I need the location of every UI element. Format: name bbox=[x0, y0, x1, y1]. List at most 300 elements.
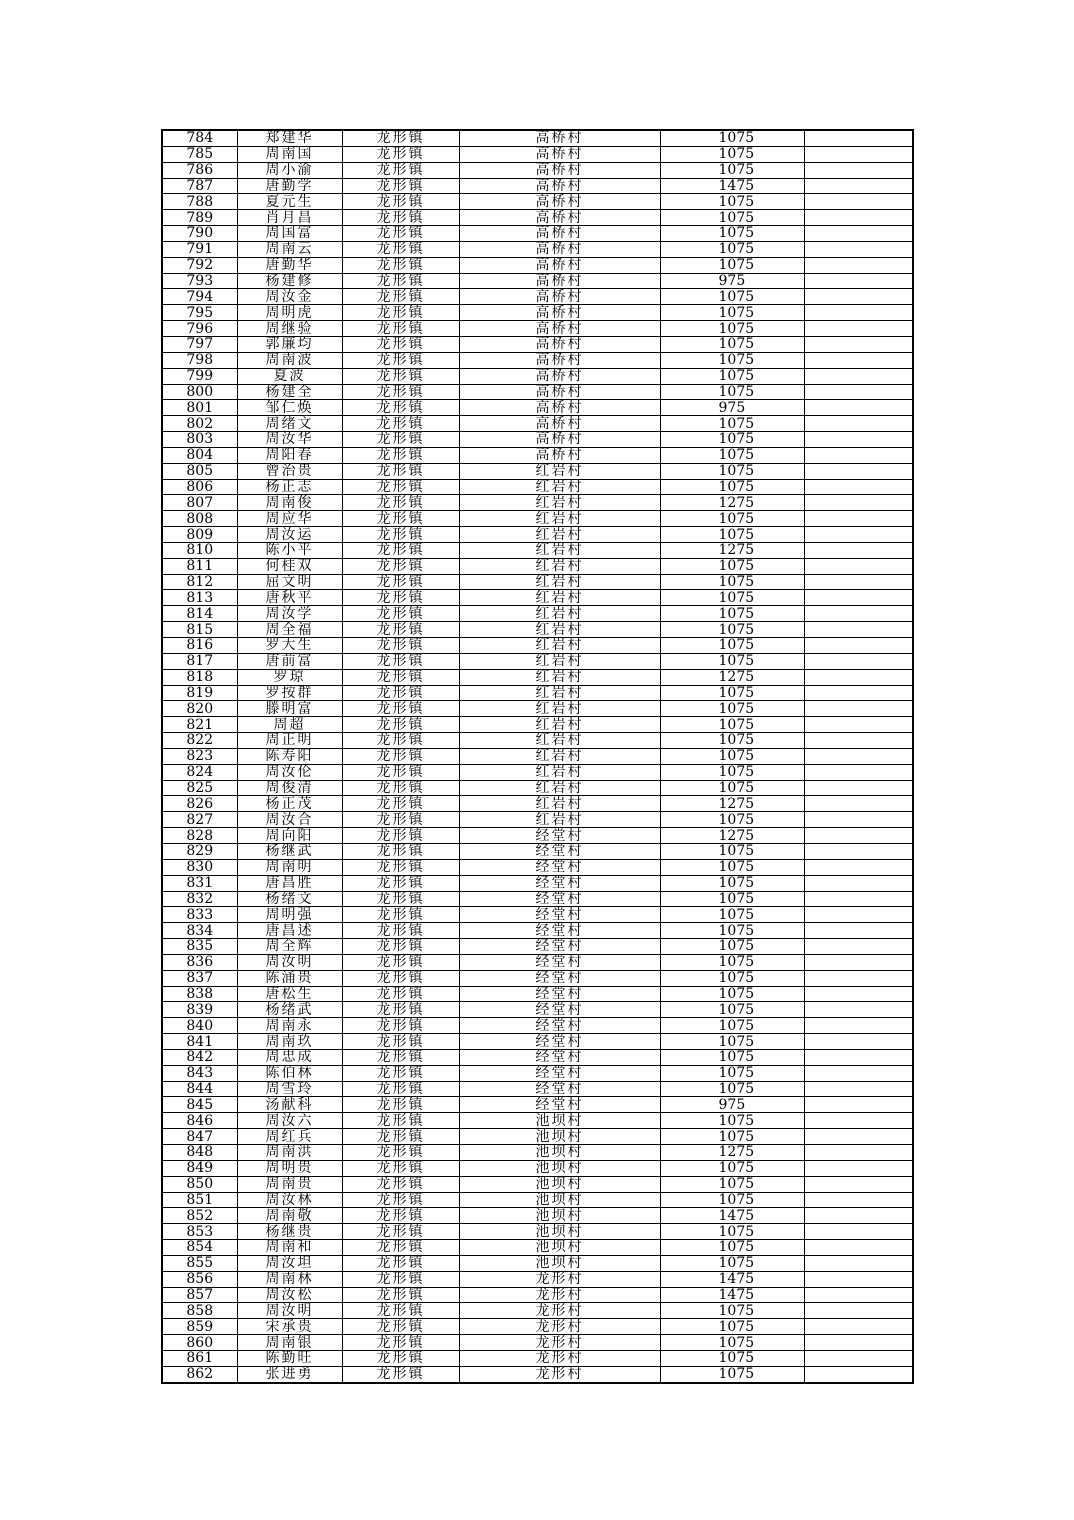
town-cell: 龙形镇 bbox=[342, 241, 459, 257]
note-cell bbox=[804, 321, 913, 337]
table-row bbox=[162, 796, 913, 812]
town-cell: 龙形镇 bbox=[342, 1255, 459, 1271]
amount-cell: 1075 bbox=[660, 907, 804, 923]
row-number-cell: 799 bbox=[162, 368, 237, 384]
row-number-cell: 817 bbox=[162, 653, 237, 669]
village-cell: 经堂村 bbox=[459, 923, 660, 939]
amount-cell: 1275 bbox=[660, 542, 804, 558]
note-cell bbox=[804, 606, 913, 622]
note-cell bbox=[804, 828, 913, 844]
village-cell: 池坝村 bbox=[459, 1208, 660, 1224]
village-cell: 高桥村 bbox=[459, 273, 660, 289]
row-number-cell: 853 bbox=[162, 1224, 237, 1240]
note-cell bbox=[804, 162, 913, 178]
village-cell: 池坝村 bbox=[459, 1129, 660, 1145]
table-row bbox=[162, 558, 913, 574]
person-name-cell: 杨建全 bbox=[237, 384, 342, 400]
person-name-cell: 唐昌述 bbox=[237, 923, 342, 939]
note-cell bbox=[804, 669, 913, 685]
table-row bbox=[162, 1049, 913, 1065]
note-cell bbox=[804, 273, 913, 289]
village-cell: 红岩村 bbox=[459, 574, 660, 590]
town-cell: 龙形镇 bbox=[342, 701, 459, 717]
town-cell: 龙形镇 bbox=[342, 733, 459, 749]
note-cell bbox=[804, 257, 913, 273]
row-number-cell: 835 bbox=[162, 939, 237, 955]
village-cell: 红岩村 bbox=[459, 733, 660, 749]
row-number-cell: 843 bbox=[162, 1065, 237, 1081]
row-number-cell: 844 bbox=[162, 1081, 237, 1097]
row-number-cell: 786 bbox=[162, 162, 237, 178]
note-cell bbox=[804, 843, 913, 859]
amount-cell: 1075 bbox=[660, 1224, 804, 1240]
row-number-cell: 828 bbox=[162, 828, 237, 844]
row-number-cell: 790 bbox=[162, 226, 237, 242]
row-number-cell: 811 bbox=[162, 558, 237, 574]
person-name-cell: 宋承贵 bbox=[237, 1319, 342, 1335]
town-cell: 龙形镇 bbox=[342, 162, 459, 178]
note-cell bbox=[804, 495, 913, 511]
village-cell: 高桥村 bbox=[459, 400, 660, 416]
village-cell: 池坝村 bbox=[459, 1113, 660, 1129]
village-cell: 龙形村 bbox=[459, 1319, 660, 1335]
village-cell: 经堂村 bbox=[459, 954, 660, 970]
row-number-cell: 824 bbox=[162, 764, 237, 780]
table-row bbox=[162, 257, 913, 273]
row-number-cell: 837 bbox=[162, 970, 237, 986]
row-number-cell: 816 bbox=[162, 638, 237, 654]
note-cell bbox=[804, 305, 913, 321]
row-number-cell: 830 bbox=[162, 859, 237, 875]
village-cell: 龙形村 bbox=[459, 1366, 660, 1382]
person-name-cell: 周南林 bbox=[237, 1271, 342, 1287]
amount-cell: 1075 bbox=[660, 527, 804, 543]
person-name-cell: 周南玖 bbox=[237, 1034, 342, 1050]
note-cell bbox=[804, 1240, 913, 1256]
row-number-cell: 804 bbox=[162, 447, 237, 463]
note-cell bbox=[804, 1350, 913, 1366]
amount-cell: 1075 bbox=[660, 1176, 804, 1192]
note-cell bbox=[804, 1160, 913, 1176]
amount-cell: 1075 bbox=[660, 336, 804, 352]
row-number-cell: 849 bbox=[162, 1160, 237, 1176]
table-row bbox=[162, 733, 913, 749]
town-cell: 龙形镇 bbox=[342, 1271, 459, 1287]
person-name-cell: 周绪文 bbox=[237, 416, 342, 432]
note-cell bbox=[804, 479, 913, 495]
village-cell: 龙形村 bbox=[459, 1335, 660, 1351]
town-cell: 龙形镇 bbox=[342, 1145, 459, 1161]
note-cell bbox=[804, 891, 913, 907]
town-cell: 龙形镇 bbox=[342, 178, 459, 194]
note-cell bbox=[804, 685, 913, 701]
row-number-cell: 857 bbox=[162, 1287, 237, 1303]
table-row bbox=[162, 875, 913, 891]
amount-cell: 1075 bbox=[660, 780, 804, 796]
note-cell bbox=[804, 1018, 913, 1034]
note-cell bbox=[804, 400, 913, 416]
amount-cell: 1075 bbox=[660, 1303, 804, 1319]
amount-cell: 1075 bbox=[660, 717, 804, 733]
table-row bbox=[162, 1350, 913, 1366]
table-row bbox=[162, 748, 913, 764]
amount-cell: 1075 bbox=[660, 352, 804, 368]
amount-cell: 1075 bbox=[660, 812, 804, 828]
note-cell bbox=[804, 1002, 913, 1018]
town-cell: 龙形镇 bbox=[342, 875, 459, 891]
person-name-cell: 滕明富 bbox=[237, 701, 342, 717]
amount-cell: 1075 bbox=[660, 954, 804, 970]
person-name-cell: 周全辉 bbox=[237, 939, 342, 955]
town-cell: 龙形镇 bbox=[342, 1049, 459, 1065]
table-row bbox=[162, 1034, 913, 1050]
town-cell: 龙形镇 bbox=[342, 273, 459, 289]
amount-cell: 1075 bbox=[660, 685, 804, 701]
table-row bbox=[162, 653, 913, 669]
row-number-cell: 815 bbox=[162, 622, 237, 638]
town-cell: 龙形镇 bbox=[342, 1240, 459, 1256]
table-row bbox=[162, 336, 913, 352]
village-cell: 红岩村 bbox=[459, 780, 660, 796]
row-number-cell: 859 bbox=[162, 1319, 237, 1335]
person-name-cell: 周正明 bbox=[237, 733, 342, 749]
row-number-cell: 784 bbox=[162, 130, 237, 146]
table-row bbox=[162, 1335, 913, 1351]
note-cell bbox=[804, 1303, 913, 1319]
row-number-cell: 809 bbox=[162, 527, 237, 543]
note-cell bbox=[804, 574, 913, 590]
town-cell: 龙形镇 bbox=[342, 384, 459, 400]
village-cell: 高桥村 bbox=[459, 336, 660, 352]
town-cell: 龙形镇 bbox=[342, 891, 459, 907]
table-row bbox=[162, 859, 913, 875]
amount-cell: 1075 bbox=[660, 1255, 804, 1271]
village-cell: 红岩村 bbox=[459, 590, 660, 606]
village-cell: 池坝村 bbox=[459, 1145, 660, 1161]
town-cell: 龙形镇 bbox=[342, 622, 459, 638]
table-row bbox=[162, 1224, 913, 1240]
row-number-cell: 850 bbox=[162, 1176, 237, 1192]
table-row bbox=[162, 638, 913, 654]
village-cell: 经堂村 bbox=[459, 986, 660, 1002]
table-row bbox=[162, 273, 913, 289]
village-cell: 经堂村 bbox=[459, 1097, 660, 1113]
village-cell: 池坝村 bbox=[459, 1160, 660, 1176]
village-cell: 经堂村 bbox=[459, 875, 660, 891]
town-cell: 龙形镇 bbox=[342, 764, 459, 780]
person-name-cell: 陈勤旺 bbox=[237, 1350, 342, 1366]
amount-cell: 1075 bbox=[660, 257, 804, 273]
row-number-cell: 862 bbox=[162, 1366, 237, 1382]
note-cell bbox=[804, 463, 913, 479]
table-row bbox=[162, 843, 913, 859]
note-cell bbox=[804, 527, 913, 543]
row-number-cell: 820 bbox=[162, 701, 237, 717]
note-cell bbox=[804, 1271, 913, 1287]
row-number-cell: 832 bbox=[162, 891, 237, 907]
row-number-cell: 856 bbox=[162, 1271, 237, 1287]
town-cell: 龙形镇 bbox=[342, 1129, 459, 1145]
village-cell: 红岩村 bbox=[459, 542, 660, 558]
town-cell: 龙形镇 bbox=[342, 1366, 459, 1382]
amount-cell: 1275 bbox=[660, 1145, 804, 1161]
note-cell bbox=[804, 1287, 913, 1303]
note-cell bbox=[804, 939, 913, 955]
village-cell: 经堂村 bbox=[459, 1002, 660, 1018]
town-cell: 龙形镇 bbox=[342, 780, 459, 796]
table-row bbox=[162, 463, 913, 479]
note-cell bbox=[804, 653, 913, 669]
amount-cell: 1075 bbox=[660, 1049, 804, 1065]
note-cell bbox=[804, 447, 913, 463]
town-cell: 龙形镇 bbox=[342, 416, 459, 432]
village-cell: 高桥村 bbox=[459, 210, 660, 226]
person-name-cell: 周南波 bbox=[237, 352, 342, 368]
village-cell: 高桥村 bbox=[459, 178, 660, 194]
row-number-cell: 840 bbox=[162, 1018, 237, 1034]
amount-cell: 1075 bbox=[660, 194, 804, 210]
town-cell: 龙形镇 bbox=[342, 1160, 459, 1176]
person-name-cell: 周继验 bbox=[237, 321, 342, 337]
town-cell: 龙形镇 bbox=[342, 305, 459, 321]
note-cell bbox=[804, 146, 913, 162]
row-number-cell: 852 bbox=[162, 1208, 237, 1224]
person-name-cell: 杨继贵 bbox=[237, 1224, 342, 1240]
table-row bbox=[162, 701, 913, 717]
person-name-cell: 郑建华 bbox=[237, 130, 342, 146]
table-row bbox=[162, 178, 913, 194]
table-row bbox=[162, 447, 913, 463]
note-cell bbox=[804, 590, 913, 606]
village-cell: 池坝村 bbox=[459, 1255, 660, 1271]
village-cell: 高桥村 bbox=[459, 241, 660, 257]
town-cell: 龙形镇 bbox=[342, 1192, 459, 1208]
note-cell bbox=[804, 210, 913, 226]
amount-cell: 1075 bbox=[660, 368, 804, 384]
amount-cell: 1275 bbox=[660, 495, 804, 511]
village-cell: 经堂村 bbox=[459, 828, 660, 844]
amount-cell: 975 bbox=[660, 273, 804, 289]
person-name-cell: 周汝合 bbox=[237, 812, 342, 828]
table-row bbox=[162, 939, 913, 955]
table-row bbox=[162, 764, 913, 780]
table-row bbox=[162, 432, 913, 448]
village-cell: 高桥村 bbox=[459, 162, 660, 178]
village-cell: 龙形村 bbox=[459, 1350, 660, 1366]
person-name-cell: 周汝六 bbox=[237, 1113, 342, 1129]
row-number-cell: 848 bbox=[162, 1145, 237, 1161]
village-cell: 红岩村 bbox=[459, 685, 660, 701]
person-name-cell: 周南敬 bbox=[237, 1208, 342, 1224]
person-name-cell: 周南永 bbox=[237, 1018, 342, 1034]
amount-cell: 1075 bbox=[660, 1002, 804, 1018]
amount-cell: 1075 bbox=[660, 923, 804, 939]
person-name-cell: 肖月昌 bbox=[237, 210, 342, 226]
row-number-cell: 793 bbox=[162, 273, 237, 289]
person-name-cell: 周雪玲 bbox=[237, 1081, 342, 1097]
row-number-cell: 829 bbox=[162, 843, 237, 859]
amount-cell: 1075 bbox=[660, 733, 804, 749]
town-cell: 龙形镇 bbox=[342, 1018, 459, 1034]
amount-cell: 1075 bbox=[660, 289, 804, 305]
town-cell: 龙形镇 bbox=[342, 685, 459, 701]
town-cell: 龙形镇 bbox=[342, 907, 459, 923]
amount-cell: 1475 bbox=[660, 1271, 804, 1287]
town-cell: 龙形镇 bbox=[342, 574, 459, 590]
note-cell bbox=[804, 748, 913, 764]
village-cell: 高桥村 bbox=[459, 130, 660, 146]
row-number-cell: 814 bbox=[162, 606, 237, 622]
town-cell: 龙形镇 bbox=[342, 1113, 459, 1129]
amount-cell: 1075 bbox=[660, 321, 804, 337]
person-name-cell: 唐秋平 bbox=[237, 590, 342, 606]
amount-cell: 1075 bbox=[660, 226, 804, 242]
person-name-cell: 杨继武 bbox=[237, 843, 342, 859]
row-number-cell: 851 bbox=[162, 1192, 237, 1208]
row-number-cell: 800 bbox=[162, 384, 237, 400]
table-row bbox=[162, 1065, 913, 1081]
table-row bbox=[162, 542, 913, 558]
table-row bbox=[162, 780, 913, 796]
amount-cell: 1075 bbox=[660, 558, 804, 574]
table-row bbox=[162, 130, 913, 146]
amount-cell: 1075 bbox=[660, 146, 804, 162]
village-cell: 红岩村 bbox=[459, 606, 660, 622]
village-cell: 高桥村 bbox=[459, 226, 660, 242]
person-name-cell: 周南国 bbox=[237, 146, 342, 162]
table-row bbox=[162, 954, 913, 970]
town-cell: 龙形镇 bbox=[342, 669, 459, 685]
town-cell: 龙形镇 bbox=[342, 257, 459, 273]
amount-cell: 1075 bbox=[660, 1366, 804, 1382]
row-number-cell: 846 bbox=[162, 1113, 237, 1129]
town-cell: 龙形镇 bbox=[342, 1034, 459, 1050]
person-name-cell: 周向阳 bbox=[237, 828, 342, 844]
note-cell bbox=[804, 954, 913, 970]
amount-cell: 1075 bbox=[660, 384, 804, 400]
table-row bbox=[162, 305, 913, 321]
note-cell bbox=[804, 542, 913, 558]
village-cell: 红岩村 bbox=[459, 479, 660, 495]
note-cell bbox=[804, 1319, 913, 1335]
town-cell: 龙形镇 bbox=[342, 447, 459, 463]
village-cell: 高桥村 bbox=[459, 416, 660, 432]
row-number-cell: 797 bbox=[162, 336, 237, 352]
table-row bbox=[162, 1319, 913, 1335]
village-cell: 红岩村 bbox=[459, 495, 660, 511]
village-cell: 池坝村 bbox=[459, 1240, 660, 1256]
person-name-cell: 周国富 bbox=[237, 226, 342, 242]
note-cell bbox=[804, 289, 913, 305]
person-name-cell: 周汝松 bbox=[237, 1287, 342, 1303]
amount-cell: 1075 bbox=[660, 210, 804, 226]
table-row bbox=[162, 368, 913, 384]
village-cell: 经堂村 bbox=[459, 859, 660, 875]
village-cell: 红岩村 bbox=[459, 717, 660, 733]
town-cell: 龙形镇 bbox=[342, 638, 459, 654]
village-cell: 红岩村 bbox=[459, 748, 660, 764]
person-name-cell: 杨正志 bbox=[237, 479, 342, 495]
person-name-cell: 周小渝 bbox=[237, 162, 342, 178]
row-number-cell: 834 bbox=[162, 923, 237, 939]
person-name-cell: 周明贵 bbox=[237, 1160, 342, 1176]
village-cell: 龙形村 bbox=[459, 1303, 660, 1319]
table-row bbox=[162, 1208, 913, 1224]
person-name-cell: 罗按群 bbox=[237, 685, 342, 701]
note-cell bbox=[804, 986, 913, 1002]
town-cell: 龙形镇 bbox=[342, 495, 459, 511]
row-number-cell: 803 bbox=[162, 432, 237, 448]
person-name-cell: 周汝伦 bbox=[237, 764, 342, 780]
amount-cell: 1075 bbox=[660, 875, 804, 891]
table-row bbox=[162, 907, 913, 923]
note-cell bbox=[804, 416, 913, 432]
table-row bbox=[162, 717, 913, 733]
person-name-cell: 罗大生 bbox=[237, 638, 342, 654]
note-cell bbox=[804, 970, 913, 986]
person-name-cell: 周南俊 bbox=[237, 495, 342, 511]
amount-cell: 1075 bbox=[660, 1192, 804, 1208]
town-cell: 龙形镇 bbox=[342, 590, 459, 606]
table-row bbox=[162, 685, 913, 701]
note-cell bbox=[804, 511, 913, 527]
town-cell: 龙形镇 bbox=[342, 400, 459, 416]
person-name-cell: 周南银 bbox=[237, 1335, 342, 1351]
table-row bbox=[162, 622, 913, 638]
row-number-cell: 836 bbox=[162, 954, 237, 970]
town-cell: 龙形镇 bbox=[342, 1287, 459, 1303]
village-cell: 经堂村 bbox=[459, 891, 660, 907]
row-number-cell: 788 bbox=[162, 194, 237, 210]
amount-cell: 1075 bbox=[660, 479, 804, 495]
table-row bbox=[162, 1271, 913, 1287]
person-name-cell: 周汝金 bbox=[237, 289, 342, 305]
table-row bbox=[162, 986, 913, 1002]
row-number-cell: 823 bbox=[162, 748, 237, 764]
town-cell: 龙形镇 bbox=[342, 368, 459, 384]
village-cell: 高桥村 bbox=[459, 447, 660, 463]
note-cell bbox=[804, 1192, 913, 1208]
amount-cell: 1075 bbox=[660, 748, 804, 764]
row-number-cell: 792 bbox=[162, 257, 237, 273]
village-cell: 高桥村 bbox=[459, 384, 660, 400]
table-row bbox=[162, 384, 913, 400]
note-cell bbox=[804, 875, 913, 891]
village-cell: 红岩村 bbox=[459, 653, 660, 669]
amount-cell: 1075 bbox=[660, 416, 804, 432]
note-cell bbox=[804, 923, 913, 939]
person-name-cell: 周应华 bbox=[237, 511, 342, 527]
table-row bbox=[162, 241, 913, 257]
table-row bbox=[162, 828, 913, 844]
table-body bbox=[162, 130, 913, 1383]
table-row bbox=[162, 891, 913, 907]
town-cell: 龙形镇 bbox=[342, 843, 459, 859]
note-cell bbox=[804, 558, 913, 574]
table-row bbox=[162, 226, 913, 242]
row-number-cell: 821 bbox=[162, 717, 237, 733]
village-cell: 红岩村 bbox=[459, 511, 660, 527]
row-number-cell: 860 bbox=[162, 1335, 237, 1351]
row-number-cell: 795 bbox=[162, 305, 237, 321]
person-name-cell: 周汝明 bbox=[237, 1303, 342, 1319]
village-cell: 经堂村 bbox=[459, 843, 660, 859]
amount-cell: 1075 bbox=[660, 843, 804, 859]
village-cell: 经堂村 bbox=[459, 1049, 660, 1065]
town-cell: 龙形镇 bbox=[342, 748, 459, 764]
row-number-cell: 808 bbox=[162, 511, 237, 527]
table-row bbox=[162, 1129, 913, 1145]
